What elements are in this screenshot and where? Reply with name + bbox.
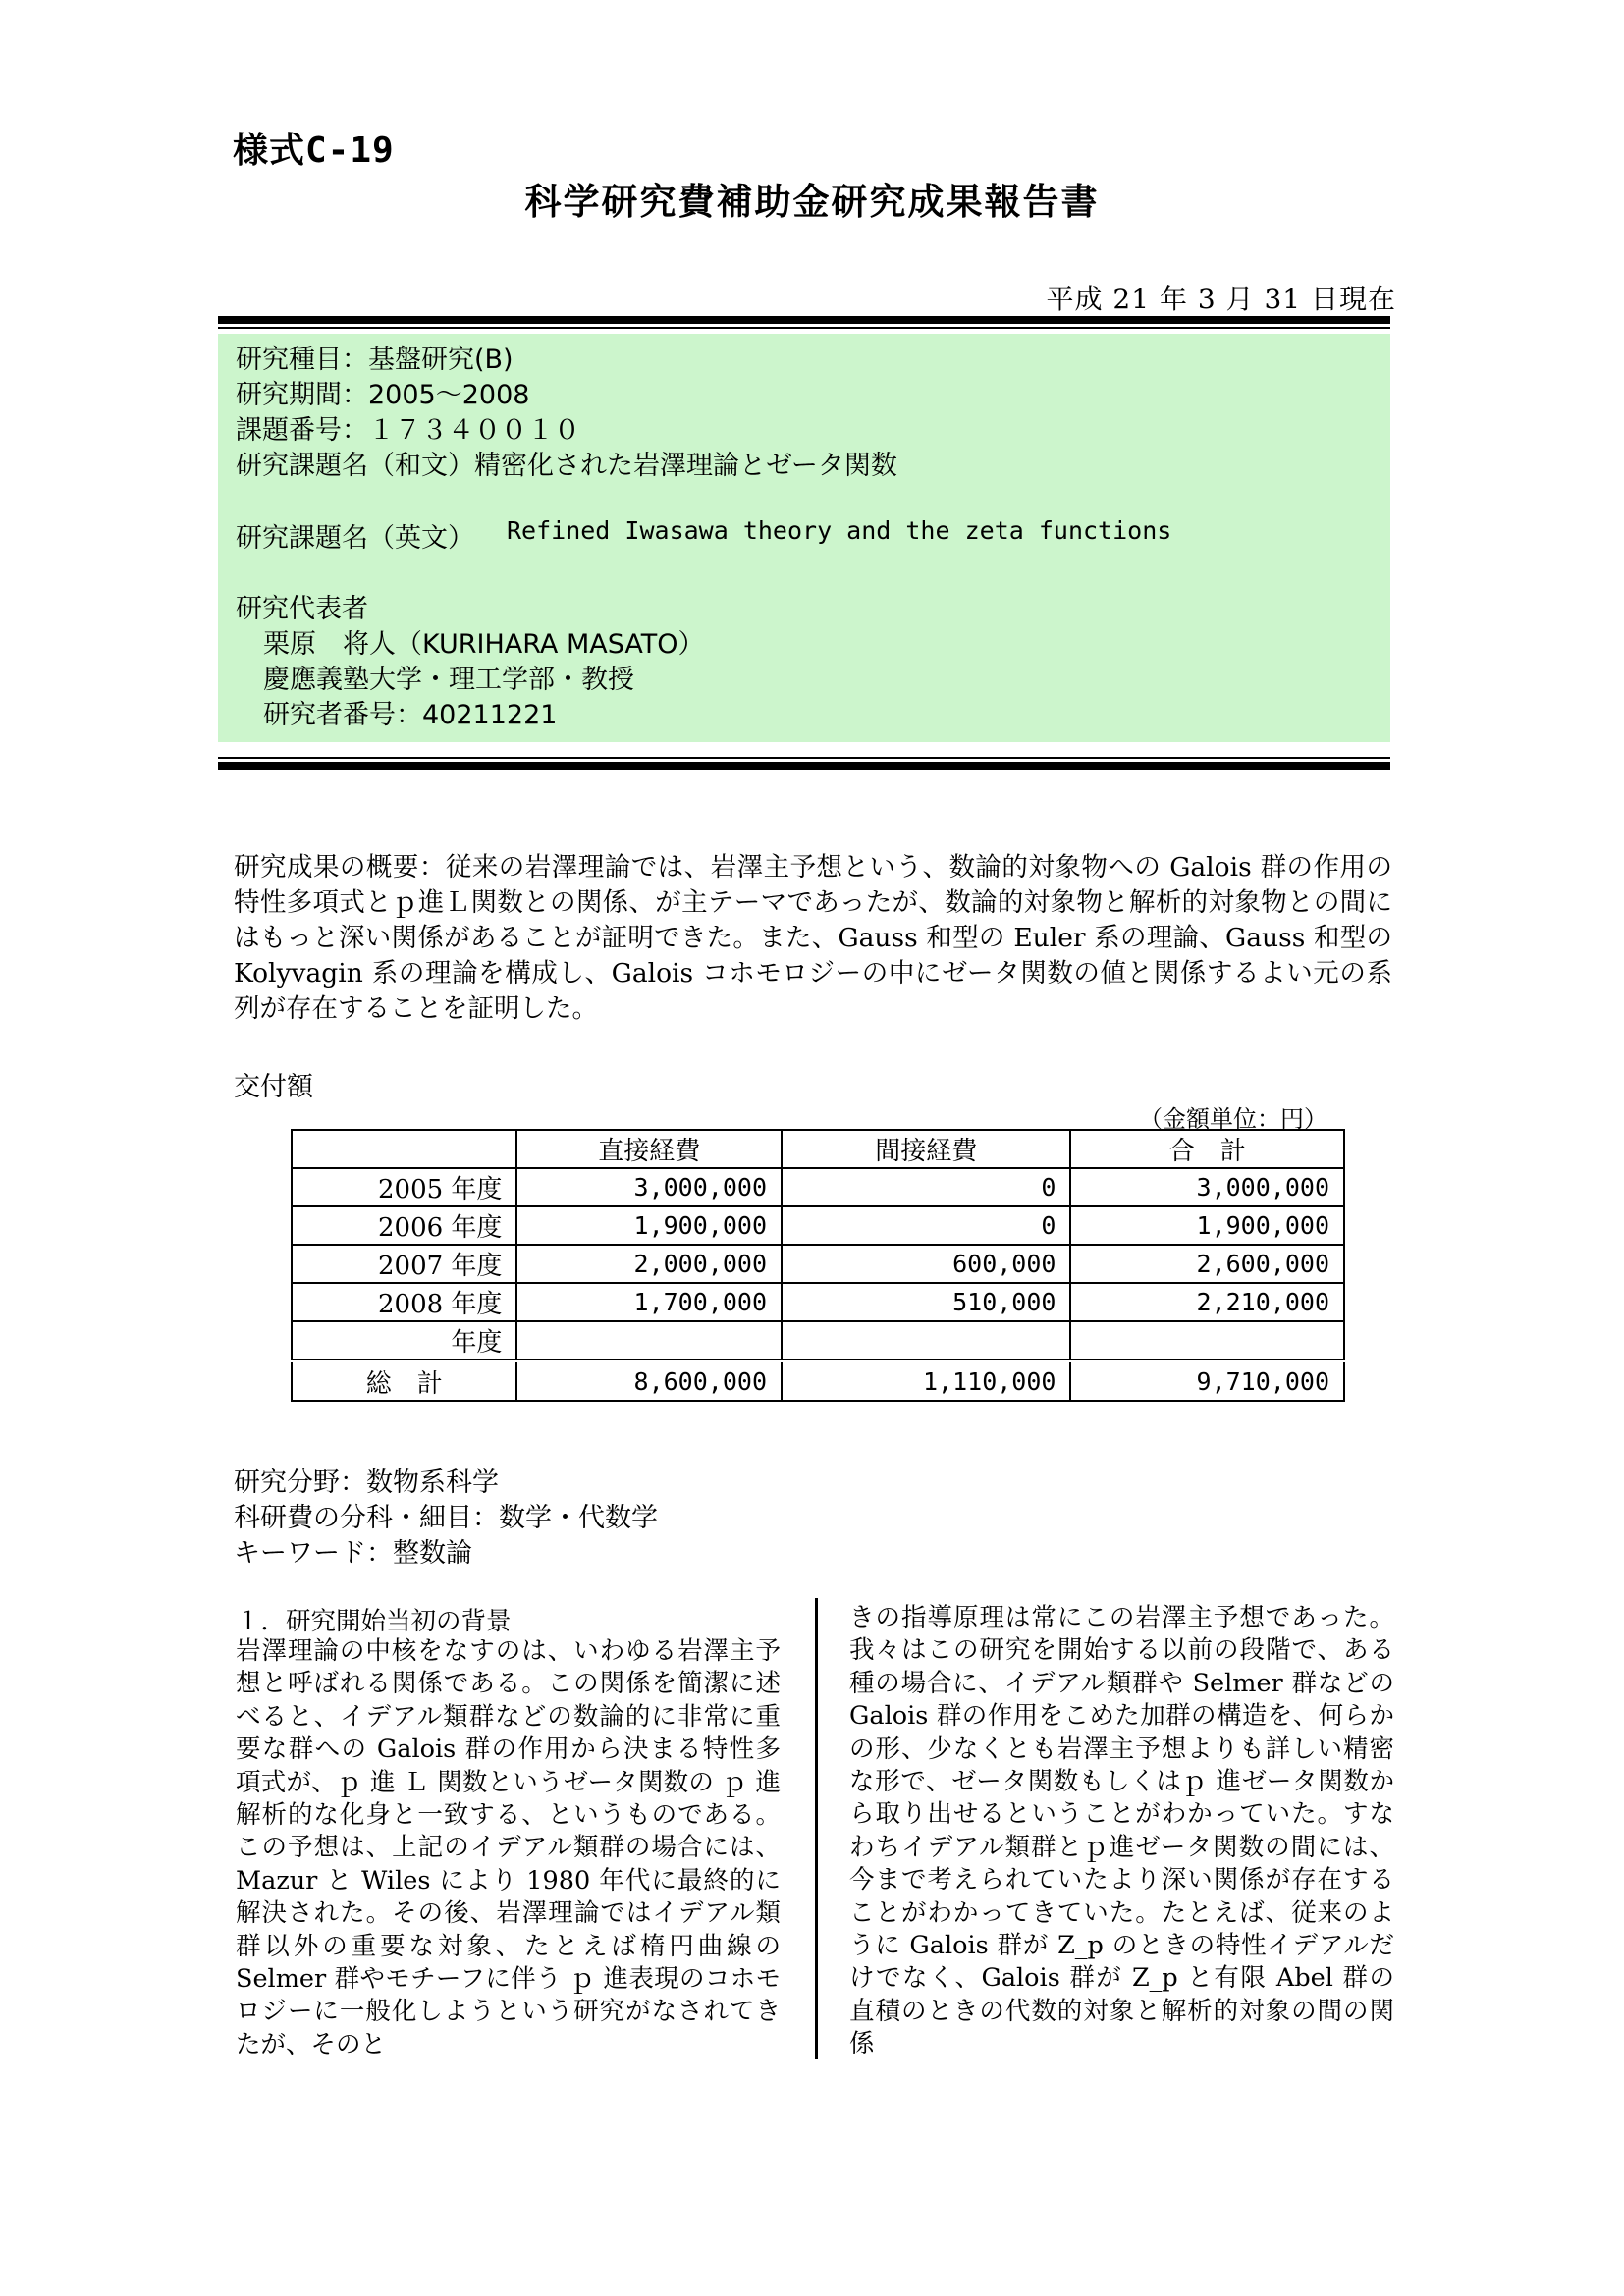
unit-note: （金額単位：円） [1139,1105,1327,1133]
results-summary: 研究成果の概要：従来の岩澤理論では、岩澤主予想という、数論的対象物への Galois 群の作用の特性多項式とｐ進Ｌ関数との関係、が主テーマであったが、数論的対象物と解析的対象物との間にはもっと深い関係があることが証明できた。また、Gauss 和型の Euler 系の理論、Gauss 和型の Kolyvagin 系の理論を構成し、Galois コホモロジーの中にゼータ関数の値と関係するよい元の系列が存在することを証明した。 [234,852,1392,1024]
amount-cell: 600,000 [782,1245,1070,1283]
amount-cell: 1,900,000 [1070,1206,1344,1245]
bottom-rule [218,762,1390,770]
column-divider [815,1598,818,2059]
amount-cell: 2,600,000 [1070,1245,1344,1283]
research-subfield: 科研費の分科・細目：数学・代数学 [234,1503,658,1533]
table-row [292,1321,1344,1361]
amount-cell: 2,210,000 [1070,1283,1344,1321]
total-amount: 9,710,000 [1070,1361,1344,1401]
bottom-rule-thin [218,757,1390,759]
document-title: 科学研究費補助金研究成果報告書 [524,181,1100,223]
amount-cell: 1,900,000 [516,1206,782,1245]
research-type: 研究種目：基盤研究(B) [236,345,514,375]
project-number: 課題番号：１７３４００１０ [236,415,580,446]
amount-cell: 0 [782,1206,1070,1245]
section-heading: １．研究開始当初の背景 [236,1607,512,1636]
project-title-en: Refined Iwasawa theory and the zeta functions [507,516,1172,545]
representative-affiliation: 慶應義塾大学・理工学部・教授 [263,665,634,695]
amount-cell: 0 [782,1168,1070,1206]
grant-label: 交付額 [234,1072,313,1102]
year-cell: 年度 [292,1321,516,1361]
project-title-ja: 研究課題名（和文）精密化された岩澤理論とゼータ関数 [236,451,897,481]
year-cell: 2005 年度 [292,1168,516,1206]
total-amount: 1,110,000 [782,1361,1070,1401]
research-field: 研究分野：数物系科学 [234,1468,499,1498]
research-period: 研究期間：2005～2008 [236,380,530,410]
form-label: 様式C-19 [233,131,395,171]
representative-label: 研究代表者 [236,594,368,624]
body-column-left: 岩澤理論の中核をなすのは、いわゆる岩澤主予想と呼ばれる関係である。この関係を簡潔に述べると、イデアル類群などの数論的に非常に重要な群への Galois 群の作用から決まる特性多項式が、ｐ 進 Ｌ 関数というゼータ関数の ｐ 進解析的な化身と一致する、というものである。この予想は、上記のイデアル類群の場合には、Mazur と Wiles により 1980 年代に最終的に解決された。その後、岩澤理論ではイデアル類群以外の重要な対象、たとえば楕円曲線の Selmer 群やモチーフに伴う ｐ 進表現のコホモロジーに一般化しようという研究がなされてきたが、そのと [236,1636,781,2059]
year-cell: 2006 年度 [292,1206,516,1245]
header-cell: 間接経費 [782,1130,1070,1168]
total-row [292,1361,1344,1401]
top-rule-thin [218,327,1390,329]
representative-name: 栗原 将人（KURIHARA MASATO） [263,629,705,660]
top-rule [218,316,1390,324]
table-row [292,1206,1344,1245]
total-amount: 8,600,000 [516,1361,782,1401]
amount-cell: 1,700,000 [516,1283,782,1321]
project-title-en-label: 研究課題名（英文） [236,523,474,554]
table-row [292,1245,1344,1283]
amount-cell [782,1321,1070,1361]
header-cell: 合 計 [1070,1130,1344,1168]
amount-cell: 3,000,000 [516,1168,782,1206]
amount-cell: 3,000,000 [1070,1168,1344,1206]
table-row [292,1283,1344,1321]
amount-cell: 510,000 [782,1283,1070,1321]
year-cell: 2008 年度 [292,1283,516,1321]
table-header-row [292,1130,1344,1168]
report-date: 平成 21 年 3 月 31 日現在 [1046,283,1396,315]
keywords: キーワード：整数論 [234,1538,472,1569]
researcher-number: 研究者番号：40211221 [263,700,558,730]
amount-cell: 2,000,000 [516,1245,782,1283]
grant-table [291,1129,1345,1402]
table-row [292,1168,1344,1206]
amount-cell [516,1321,782,1361]
header-cell: 直接経費 [516,1130,782,1168]
body-column-right: きの指導原理は常にこの岩澤主予想であった。我々はこの研究を開始する以前の段階で、ある種の場合に、イデアル類群や Selmer 群などの Galois 群の作用をこめた加群の構造を、何らかの形、少なくとも岩澤主予想よりも詳しい精密な形で、ゼータ関数もしくはｐ 進ゼータ関数から取り出せるということがわかっていた。すなわちイデアル類群とｐ進ゼータ関数の間には、今まで考えられていたより深い関係が存在することがわかってきていた。たとえば、従来のように Galois 群が Z_p のときの特性イデアルだけでなく、Galois 群が Z_p と有限 Abel 群の直積のときの代数的対象と解析的対象の間の関係 [849,1603,1394,2059]
amount-cell [1070,1321,1344,1361]
total-label: 総 計 [292,1361,516,1401]
year-cell: 2007 年度 [292,1245,516,1283]
header-cell [292,1130,516,1168]
